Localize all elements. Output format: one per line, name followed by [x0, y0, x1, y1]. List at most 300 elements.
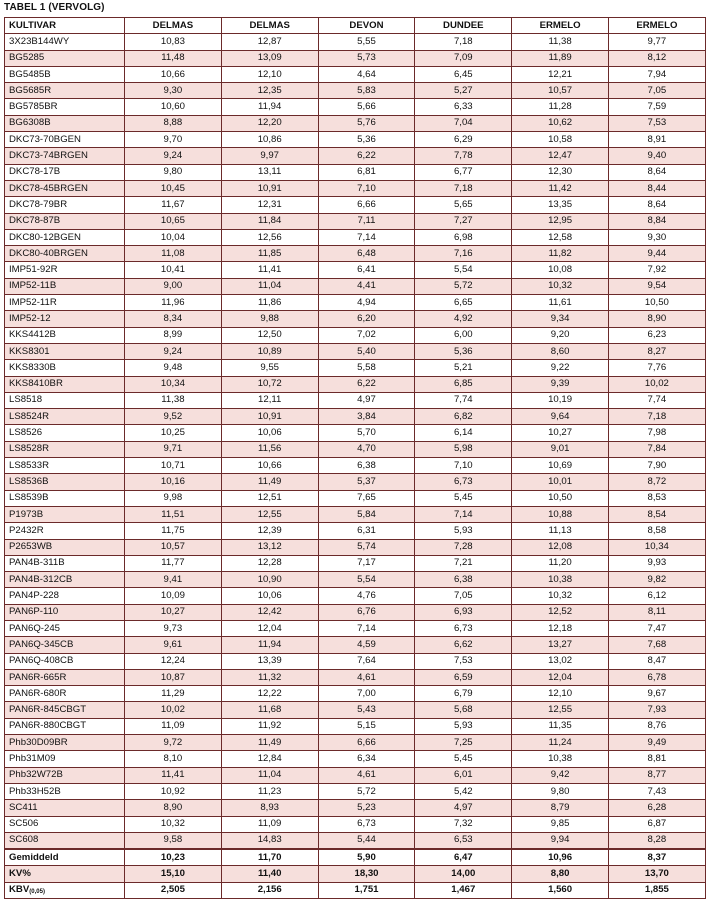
table-cell: 9,71: [125, 441, 222, 457]
table-cell: 7,16: [415, 246, 512, 262]
table-cell: 9,80: [512, 783, 609, 799]
table-cell: 12,56: [221, 229, 318, 245]
table-row: [5, 278, 706, 294]
table-cell: 12,28: [221, 555, 318, 571]
table-cell: 6,79: [415, 686, 512, 702]
table-cell: 7,98: [608, 425, 705, 441]
table-row: [5, 360, 706, 376]
table-cell: 6,29: [415, 132, 512, 148]
table-cell: 8,79: [512, 800, 609, 816]
table-cell: 10,66: [125, 66, 222, 82]
table-cell: 11,94: [221, 99, 318, 115]
table-cell: 11,20: [512, 555, 609, 571]
table-cell: 10,57: [512, 83, 609, 99]
summary-cell: 8,37: [608, 849, 705, 866]
table-cell: 6,22: [318, 376, 415, 392]
table-cell: 9,82: [608, 572, 705, 588]
summary-cell: 11,70: [221, 849, 318, 866]
table-cell: 11,85: [221, 246, 318, 262]
table-cell: 7,68: [608, 637, 705, 653]
table-cell: 10,69: [512, 458, 609, 474]
summary-cell: 13,70: [608, 866, 705, 882]
table-cell: 9,61: [125, 637, 222, 653]
table-row: [5, 506, 706, 522]
table-cell: 9,58: [125, 832, 222, 849]
table-cell: 9,34: [512, 311, 609, 327]
table-cell: 11,38: [512, 34, 609, 50]
table-cell: 9,88: [221, 311, 318, 327]
table-cell: 7,25: [415, 735, 512, 751]
summary-cell: 14,00: [415, 866, 512, 882]
summary-row-kbv: [5, 882, 706, 898]
table-cell: 7,17: [318, 555, 415, 571]
table-cell: 10,32: [512, 278, 609, 294]
table-cell: 7,94: [608, 66, 705, 82]
cultivar-name: LS8536B: [5, 474, 125, 490]
table-cell: 5,72: [415, 278, 512, 294]
table-cell: 5,76: [318, 115, 415, 131]
table-cell: 11,35: [512, 718, 609, 734]
cultivar-name: PAN4P-228: [5, 588, 125, 604]
table-cell: 7,64: [318, 653, 415, 669]
table-cell: 11,94: [221, 637, 318, 653]
table-row: [5, 604, 706, 620]
cultivar-name: KKS8330B: [5, 360, 125, 376]
cultivar-name: DKC73-70BGEN: [5, 132, 125, 148]
table-cell: 10,45: [125, 180, 222, 196]
table-cell: 11,61: [512, 295, 609, 311]
table-row: [5, 669, 706, 685]
table-cell: 12,04: [512, 669, 609, 685]
table-cell: 10,88: [512, 506, 609, 522]
table-cell: 11,23: [221, 783, 318, 799]
cultivar-name: BG5485B: [5, 66, 125, 82]
table-row: [5, 66, 706, 82]
table-cell: 12,42: [221, 604, 318, 620]
table-cell: 11,04: [221, 278, 318, 294]
table-cell: 6,73: [415, 620, 512, 636]
table-cell: 10,25: [125, 425, 222, 441]
table-row: [5, 539, 706, 555]
table-cell: 12,51: [221, 490, 318, 506]
table-cell: 9,80: [125, 164, 222, 180]
table-cell: 9,94: [512, 832, 609, 849]
table-cell: 10,58: [512, 132, 609, 148]
table-cell: 6,22: [318, 148, 415, 164]
table-row: [5, 83, 706, 99]
table-row: [5, 816, 706, 832]
cultivar-name: LS8526: [5, 425, 125, 441]
table-cell: 8,11: [608, 604, 705, 620]
table-cell: 6,20: [318, 311, 415, 327]
table-cell: 5,84: [318, 506, 415, 522]
table-cell: 3,84: [318, 409, 415, 425]
table-cell: 6,34: [318, 751, 415, 767]
table-cell: 11,56: [221, 441, 318, 457]
table-row: [5, 197, 706, 213]
table-row: [5, 767, 706, 783]
table-cell: 10,72: [221, 376, 318, 392]
summary-label: [5, 882, 125, 898]
cultivar-name: LS8539B: [5, 490, 125, 506]
summary-cell: 8,80: [512, 866, 609, 882]
table-cell: 10,34: [125, 376, 222, 392]
table-cell: 10,41: [125, 262, 222, 278]
cultivar-name: PAN6R-880CBGT: [5, 718, 125, 734]
cultivar-name: IMP52-11B: [5, 278, 125, 294]
table-cell: 5,83: [318, 83, 415, 99]
table-cell: 8,58: [608, 523, 705, 539]
table-cell: 10,34: [608, 539, 705, 555]
table-row: [5, 392, 706, 408]
table-cell: 5,70: [318, 425, 415, 441]
table-cell: 4,76: [318, 588, 415, 604]
table-row: [5, 572, 706, 588]
table-cell: 9,20: [512, 327, 609, 343]
header-row: [5, 18, 706, 34]
table-cell: 7,05: [608, 83, 705, 99]
table-cell: 5,73: [318, 50, 415, 66]
table-cell: 13,11: [221, 164, 318, 180]
cultivar-name: BG5785BR: [5, 99, 125, 115]
cultivar-name: DKC78-79BR: [5, 197, 125, 213]
table-cell: 6,14: [415, 425, 512, 441]
table-cell: 11,24: [512, 735, 609, 751]
table-row: [5, 832, 706, 849]
table-cell: 9,49: [608, 735, 705, 751]
cultivar-name: PAN6Q-408CB: [5, 653, 125, 669]
table-cell: 6,77: [415, 164, 512, 180]
table-cell: 9,72: [125, 735, 222, 751]
table-body: [5, 34, 706, 849]
table-cell: 6,28: [608, 800, 705, 816]
cultivar-name: DKC80-40BRGEN: [5, 246, 125, 262]
summary-cell: 6,47: [415, 849, 512, 866]
table-cell: 10,27: [512, 425, 609, 441]
table-cell: 7,76: [608, 360, 705, 376]
summary-cell: 1,560: [512, 882, 609, 898]
table-cell: 5,93: [415, 523, 512, 539]
summary-cell: 15,10: [125, 866, 222, 882]
table-cell: 12,55: [221, 506, 318, 522]
table-cell: 12,30: [512, 164, 609, 180]
table-cell: 7,18: [608, 409, 705, 425]
table-cell: 10,89: [221, 343, 318, 359]
table-row: [5, 555, 706, 571]
table-row: [5, 409, 706, 425]
summary-cell: 11,40: [221, 866, 318, 882]
table-cell: 5,36: [318, 132, 415, 148]
table-cell: 7,53: [608, 115, 705, 131]
table-cell: 7,90: [608, 458, 705, 474]
table-cell: 12,50: [221, 327, 318, 343]
table-cell: 9,39: [512, 376, 609, 392]
summary-row-kv: [5, 866, 706, 882]
table-cell: 13,39: [221, 653, 318, 669]
table-cell: 13,27: [512, 637, 609, 653]
table-cell: 4,64: [318, 66, 415, 82]
table-cell: 7,14: [415, 506, 512, 522]
table-cell: 4,59: [318, 637, 415, 653]
table-cell: 4,94: [318, 295, 415, 311]
table-cell: 8,93: [221, 800, 318, 816]
table-cell: 7,21: [415, 555, 512, 571]
table-row: [5, 588, 706, 604]
table-cell: 7,18: [415, 34, 512, 50]
cultivar-name: DKC80-12BGEN: [5, 229, 125, 245]
cultivar-name: BG5685R: [5, 83, 125, 99]
table-cell: 12,21: [512, 66, 609, 82]
table-row: [5, 441, 706, 457]
table-cell: 5,45: [415, 751, 512, 767]
table-cell: 11,32: [221, 669, 318, 685]
table-cell: 11,41: [221, 262, 318, 278]
table-cell: 5,55: [318, 34, 415, 50]
summary-cell: 18,30: [318, 866, 415, 882]
table-cell: 8,10: [125, 751, 222, 767]
table-cell: 10,06: [221, 425, 318, 441]
table-cell: 11,42: [512, 180, 609, 196]
cultivar-name: Phb33H52B: [5, 783, 125, 799]
table-cell: 12,10: [512, 686, 609, 702]
table-cell: 11,49: [221, 474, 318, 490]
table-cell: 6,12: [608, 588, 705, 604]
table-cell: 8,53: [608, 490, 705, 506]
cultivar-name: DKC73-74BRGEN: [5, 148, 125, 164]
table-cell: 11,08: [125, 246, 222, 262]
table-cell: 11,38: [125, 392, 222, 408]
table-cell: 9,98: [125, 490, 222, 506]
table-cell: 10,27: [125, 604, 222, 620]
table-cell: 9,64: [512, 409, 609, 425]
table-cell: 7,10: [318, 180, 415, 196]
table-cell: 8,99: [125, 327, 222, 343]
cultivar-name: PAN6R-665R: [5, 669, 125, 685]
table-row: [5, 180, 706, 196]
table-cell: 9,22: [512, 360, 609, 376]
table-row: [5, 653, 706, 669]
table-cell: 5,44: [318, 832, 415, 849]
table-cell: 7,74: [608, 392, 705, 408]
summary-cell: 2,505: [125, 882, 222, 898]
table-row: [5, 620, 706, 636]
table-cell: 9,52: [125, 409, 222, 425]
table-cell: 10,32: [512, 588, 609, 604]
table-row: [5, 50, 706, 66]
table-cell: 8,44: [608, 180, 705, 196]
table-cell: 12,84: [221, 751, 318, 767]
table-cell: 11,82: [512, 246, 609, 262]
cultivar-name: SC608: [5, 832, 125, 849]
table-row: [5, 425, 706, 441]
table-cell: 6,73: [415, 474, 512, 490]
table-cell: 12,04: [221, 620, 318, 636]
table-cell: 10,92: [125, 783, 222, 799]
table-cell: 10,32: [125, 816, 222, 832]
table-cell: 11,09: [221, 816, 318, 832]
table-cell: 7,11: [318, 213, 415, 229]
header-ermelo-1: ERMELO: [512, 18, 609, 34]
table-cell: 13,02: [512, 653, 609, 669]
table-row: [5, 327, 706, 343]
table-row: [5, 751, 706, 767]
table-cell: 10,60: [125, 99, 222, 115]
table-cell: 9,40: [608, 148, 705, 164]
header-delmas-2: DELMAS: [221, 18, 318, 34]
header-devon: DEVON: [318, 18, 415, 34]
table-cell: 4,97: [415, 800, 512, 816]
table-cell: 11,29: [125, 686, 222, 702]
table-row: [5, 343, 706, 359]
table-cell: 7,04: [415, 115, 512, 131]
table-cell: 6,59: [415, 669, 512, 685]
summary-cell: 1,751: [318, 882, 415, 898]
table-cell: 6,98: [415, 229, 512, 245]
header-ermelo-2: ERMELO: [608, 18, 705, 34]
table-cell: 8,27: [608, 343, 705, 359]
table-cell: 9,24: [125, 148, 222, 164]
cultivar-name: KKS8410BR: [5, 376, 125, 392]
cultivar-name: IMP52-11R: [5, 295, 125, 311]
cultivar-name: Phb31M09: [5, 751, 125, 767]
table-row: [5, 34, 706, 50]
table-cell: 7,47: [608, 620, 705, 636]
table-cell: 7,84: [608, 441, 705, 457]
cultivar-name: PAN6Q-345CB: [5, 637, 125, 653]
table-row: [5, 735, 706, 751]
table-cell: 10,91: [221, 180, 318, 196]
table-row: [5, 718, 706, 734]
table-cell: 11,51: [125, 506, 222, 522]
table-cell: 9,73: [125, 620, 222, 636]
header-delmas-1: DELMAS: [125, 18, 222, 34]
table-cell: 10,38: [512, 751, 609, 767]
table-cell: 5,37: [318, 474, 415, 490]
table-cell: 6,31: [318, 523, 415, 539]
table-cell: 5,58: [318, 360, 415, 376]
table-row: [5, 229, 706, 245]
table-cell: 7,32: [415, 816, 512, 832]
summary-label: Gemiddeld: [5, 849, 125, 866]
table-cell: 7,59: [608, 99, 705, 115]
table-title: TABEL 1 (VERVOLG): [4, 2, 105, 13]
cultivar-name: LS8524R: [5, 409, 125, 425]
table-cell: 12,95: [512, 213, 609, 229]
summary-cell: 1,855: [608, 882, 705, 898]
table-cell: 13,35: [512, 197, 609, 213]
table-cell: 9,70: [125, 132, 222, 148]
summary-cell: 10,96: [512, 849, 609, 866]
table-cell: 6,66: [318, 197, 415, 213]
table-cell: 11,92: [221, 718, 318, 734]
table-cell: 6,73: [318, 816, 415, 832]
table-cell: 5,15: [318, 718, 415, 734]
table-cell: 5,21: [415, 360, 512, 376]
table-cell: 11,09: [125, 718, 222, 734]
summary-cell: 1,467: [415, 882, 512, 898]
table-cell: 11,04: [221, 767, 318, 783]
table-cell: 6,38: [318, 458, 415, 474]
cultivar-table: [4, 17, 706, 899]
table-cell: 12,08: [512, 539, 609, 555]
cultivar-name: PAN6Q-245: [5, 620, 125, 636]
table-cell: 6,78: [608, 669, 705, 685]
cultivar-name: Phb30D09BR: [5, 735, 125, 751]
table-cell: 8,84: [608, 213, 705, 229]
table-cell: 11,48: [125, 50, 222, 66]
table-row: [5, 213, 706, 229]
table-cell: 10,91: [221, 409, 318, 425]
table-cell: 8,72: [608, 474, 705, 490]
table-cell: 6,48: [318, 246, 415, 262]
table-cell: 11,84: [221, 213, 318, 229]
table-cell: 8,64: [608, 164, 705, 180]
table-cell: 6,41: [318, 262, 415, 278]
table-cell: 11,75: [125, 523, 222, 539]
table-cell: 9,00: [125, 278, 222, 294]
table-cell: 9,85: [512, 816, 609, 832]
table-cell: 6,38: [415, 572, 512, 588]
table-cell: 9,44: [608, 246, 705, 262]
table-cell: 8,60: [512, 343, 609, 359]
table-cell: 6,62: [415, 637, 512, 653]
table-cell: 4,41: [318, 278, 415, 294]
table-cell: 11,13: [512, 523, 609, 539]
table-cell: 11,49: [221, 735, 318, 751]
table-cell: 12,35: [221, 83, 318, 99]
table-cell: 6,93: [415, 604, 512, 620]
table-cell: 7,74: [415, 392, 512, 408]
table-cell: 10,66: [221, 458, 318, 474]
table-cell: 13,12: [221, 539, 318, 555]
summary-label: KV%: [5, 866, 125, 882]
table-cell: 10,02: [608, 376, 705, 392]
table-cell: 8,76: [608, 718, 705, 734]
header-kultivar: KULTIVAR: [5, 18, 125, 34]
table-row: [5, 686, 706, 702]
table-cell: 9,93: [608, 555, 705, 571]
table-cell: 6,87: [608, 816, 705, 832]
table-cell: 8,90: [125, 800, 222, 816]
table-cell: 7,28: [415, 539, 512, 555]
table-cell: 5,65: [415, 197, 512, 213]
table-cell: 9,55: [221, 360, 318, 376]
cultivar-name: KKS8301: [5, 343, 125, 359]
table-cell: 7,00: [318, 686, 415, 702]
table-cell: 12,24: [125, 653, 222, 669]
table-cell: 8,28: [608, 832, 705, 849]
table-cell: 12,11: [221, 392, 318, 408]
table-cell: 10,16: [125, 474, 222, 490]
table-cell: 7,65: [318, 490, 415, 506]
table-cell: 8,88: [125, 115, 222, 131]
table-row: [5, 148, 706, 164]
table-cell: 7,05: [415, 588, 512, 604]
summary-row-mean: [5, 849, 706, 866]
kbv-label-subscript: (0,05): [29, 888, 45, 895]
table-cell: 5,45: [415, 490, 512, 506]
cultivar-name: P1973B: [5, 506, 125, 522]
table-cell: 10,06: [221, 588, 318, 604]
table-cell: 7,43: [608, 783, 705, 799]
table-cell: 10,01: [512, 474, 609, 490]
table-cell: 4,61: [318, 767, 415, 783]
table-cell: 6,65: [415, 295, 512, 311]
table-cell: 10,38: [512, 572, 609, 588]
table-cell: 10,02: [125, 702, 222, 718]
table-cell: 5,42: [415, 783, 512, 799]
table-cell: 8,81: [608, 751, 705, 767]
